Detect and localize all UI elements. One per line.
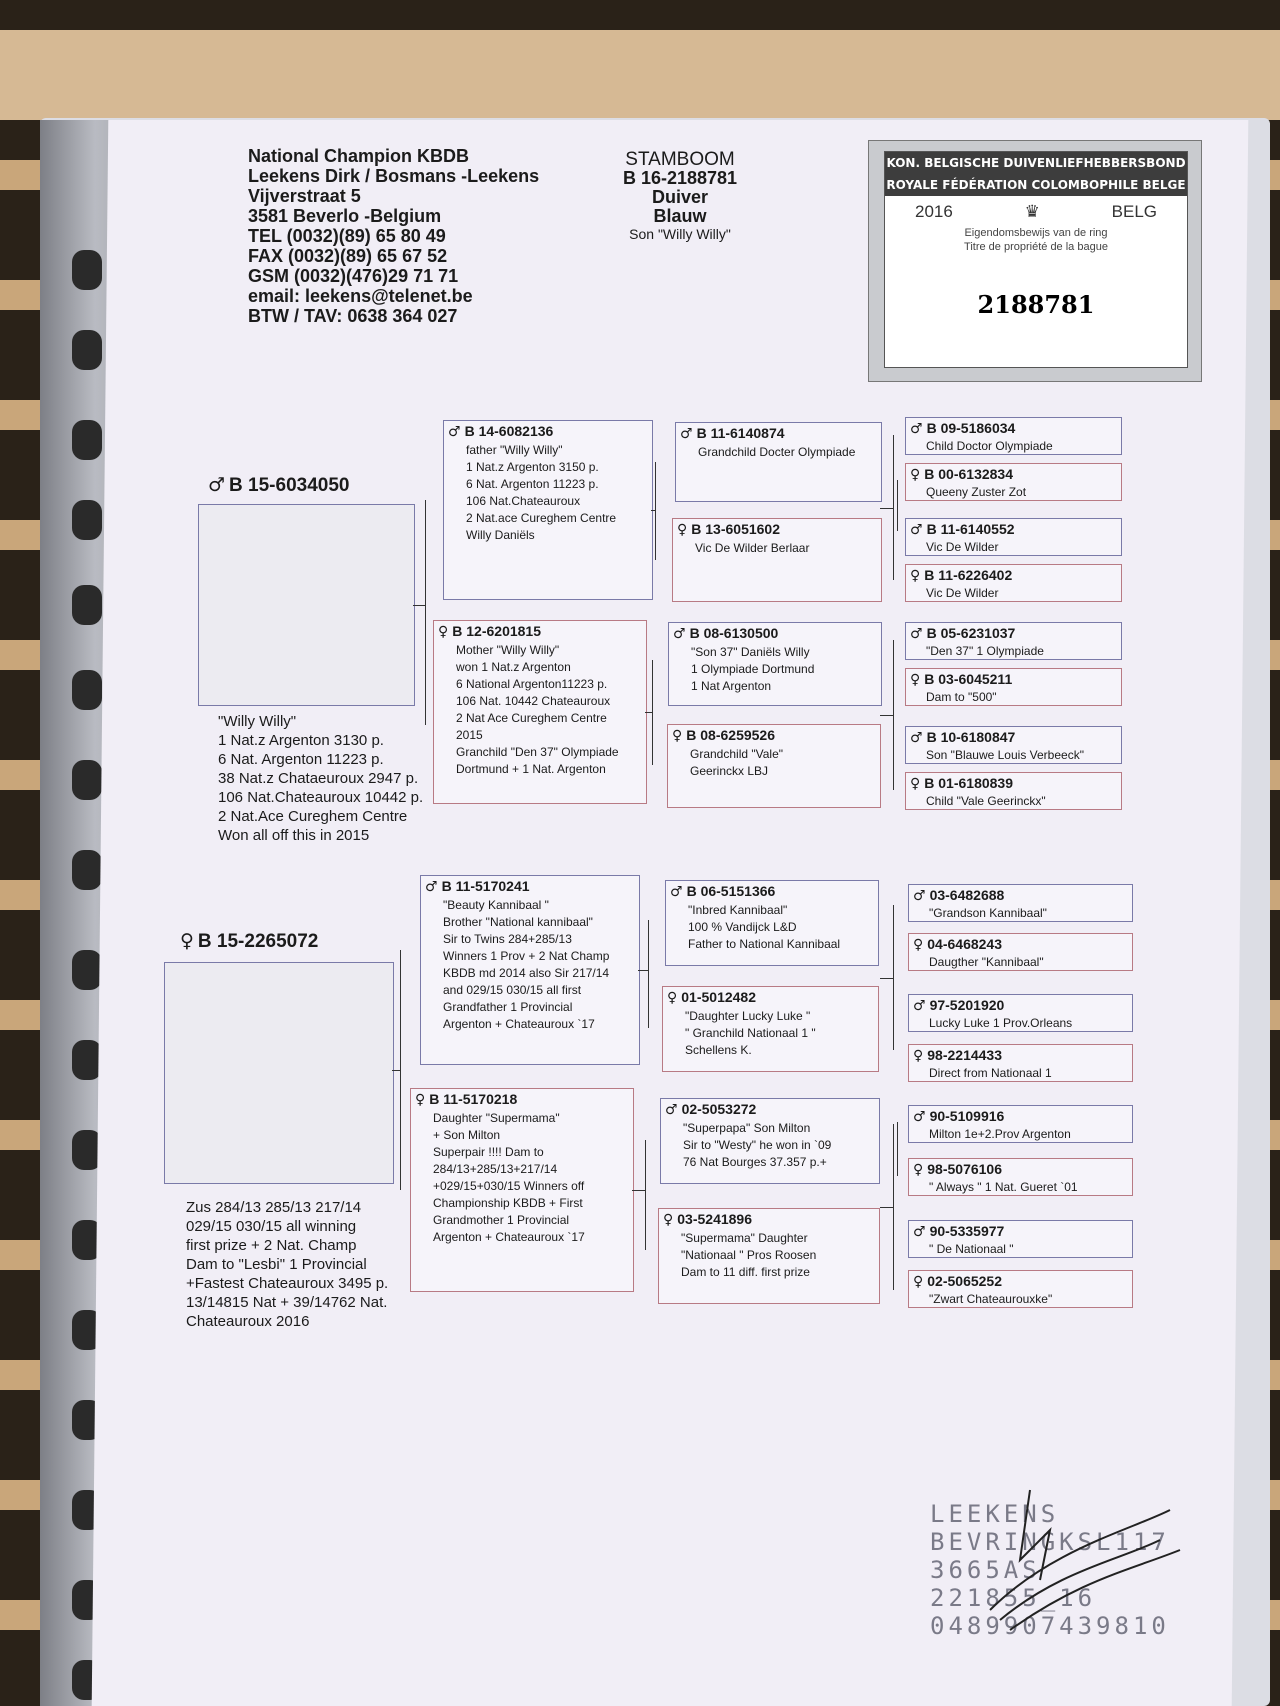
gen4-box (908, 884, 1133, 922)
gen4-info-line: Queeny Zuster Zot (926, 485, 1027, 499)
male-symbol-icon: ♂ (208, 474, 226, 496)
gen3-info-line: Schellens K. (685, 1043, 752, 1057)
gen4-ring-id: 97-5201920 (929, 997, 1005, 1013)
gen3-box (672, 518, 882, 602)
header-line: Leekens Dirk / Bosmans -Leekens (248, 166, 540, 186)
male-symbol-icon: ♂ (910, 522, 923, 538)
female-symbol-icon: ♀ (913, 1162, 924, 1178)
gen3-ring-id: B 13-6051602 (691, 521, 781, 537)
gen3-ring-id: B 08-6130500 (689, 625, 779, 641)
gen3-box (665, 880, 879, 966)
gen4-info-line: Vic De Wilder (926, 586, 999, 600)
female-symbol-icon: ♀ (415, 1092, 426, 1108)
gen4-ring-id: B 01-6180839 (924, 775, 1014, 791)
title-note: Son "Willy Willy" (629, 226, 731, 242)
sire-photo-frame (198, 504, 415, 706)
dealer-stamp (930, 1500, 1200, 1640)
gen2-info-line: Grandmother 1 Provincial (433, 1213, 570, 1227)
female-symbol-icon: ♀ (913, 1274, 924, 1290)
title-ring: B 16-2188781 (622, 168, 738, 188)
binder-hole (72, 850, 102, 890)
connector-line (400, 950, 401, 1190)
connector-line (897, 480, 898, 531)
gen3-ring-id: 01-5012482 (681, 989, 757, 1005)
gen4-info-line: Dam to "500" (926, 690, 997, 704)
gen4-info-line: "Zwart Chateaurouxke" (929, 1292, 1053, 1306)
gen3-box (658, 1208, 880, 1304)
wood-frame (0, 30, 1280, 120)
certificate-country: BELG (1111, 202, 1157, 221)
gen4-info-line: Daugther "Kannibaal" (929, 955, 1044, 969)
stamp-line: BEVRINGKSL117 (930, 1528, 1170, 1556)
crown-icon: ♛ (1024, 202, 1040, 222)
connector-line (638, 970, 648, 971)
dam-desc-line: Chateauroux 2016 (186, 1313, 310, 1330)
header-line: Vijverstraat 5 (248, 186, 361, 206)
gen4-ring-id: B 05-6231037 (926, 625, 1016, 641)
gen2-info-line: 6 National Argenton11223 p. (456, 677, 608, 691)
gen2-info-line: +029/15+030/15 Winners off (433, 1179, 585, 1193)
sire-desc-line: 1 Nat.z Argenton 3130 p. (218, 732, 384, 749)
title-heading: STAMBOOM (625, 149, 735, 170)
gen3-info-line: Father to National Kannibaal (688, 937, 841, 951)
header-line: 3581 Beverlo -Belgium (248, 206, 442, 226)
gen3-box (668, 622, 882, 706)
gen4-box (905, 726, 1122, 764)
gen2-info-line: and 029/15 030/15 all first (443, 983, 582, 997)
gen4-box (905, 772, 1122, 810)
male-symbol-icon: ♂ (665, 1102, 678, 1118)
gen4-ring-id: 90-5109916 (929, 1108, 1005, 1124)
male-symbol-icon: ♂ (670, 884, 683, 900)
federation-name-nl: KON. BELGISCHE DUIVENLIEFHEBBERSBOND (885, 152, 1187, 174)
gen4-box (908, 994, 1133, 1032)
male-symbol-icon: ♂ (910, 421, 923, 437)
gen3-info-line: Grandchild Docter Olympiade (698, 445, 856, 459)
gen3-ring-id: 02-5053272 (681, 1101, 757, 1117)
female-symbol-icon: ♀ (910, 776, 921, 792)
sire-desc-line: "Willy Willy" (218, 713, 297, 730)
sire-desc-line: Won all off this in 2015 (218, 827, 370, 844)
stamp-line: LEEKENS (930, 1500, 1060, 1528)
connector-line (645, 1140, 646, 1250)
gen2-box (443, 420, 653, 600)
sire-desc-line: 106 Nat.Chateauroux 10442 p. (218, 789, 424, 806)
gen2-box (410, 1088, 634, 1292)
gen3-info-line: Vic De Wilder Berlaar (695, 541, 810, 555)
connector-line (897, 1122, 898, 1176)
connector-line (893, 1124, 894, 1290)
gen2-ring-id: B 14-6082136 (464, 423, 554, 439)
sire-desc-line: 2 Nat.Ace Cureghem Centre (218, 808, 408, 825)
dam-description (186, 1198, 388, 1331)
gen4-info-line: " Always " 1 Nat. Gueret `01 (929, 1180, 1078, 1194)
header-line: FAX (0032)(89) 65 67 52 (248, 246, 448, 266)
sire-id: B 15-6034050 (229, 475, 350, 496)
connector-line (893, 905, 894, 1050)
gen4-box (908, 1270, 1133, 1308)
connector-line (392, 1070, 400, 1071)
dam-desc-line: first prize + 2 Nat. Champ (186, 1237, 357, 1254)
binder-hole (72, 330, 102, 370)
gen3-info-line: Geerinckx LBJ (690, 764, 769, 778)
gen2-info-line: Superpair !!!! Dam to (433, 1145, 544, 1159)
gen4-box (905, 622, 1122, 660)
sire-description (218, 712, 423, 845)
female-symbol-icon: ♀ (913, 1048, 924, 1064)
binder-hole (72, 500, 102, 540)
gen4-box (908, 1105, 1133, 1143)
gen3-info-line: "Inbred Kannibaal" (688, 903, 788, 917)
gen4-box (908, 1044, 1133, 1082)
gen4-ring-id: B 00-6132834 (924, 466, 1014, 482)
dam-photo-frame (164, 962, 394, 1184)
gen4-info-line: "Den 37" 1 Olympiade (926, 644, 1044, 658)
gen2-info-line: "Beauty Kannibaal " (443, 898, 549, 912)
gen3-info-line: "Supermama" Daughter (681, 1231, 808, 1245)
gen2-info-line: Grandfather 1 Provincial (443, 1000, 573, 1014)
gen2-info-line: 284/13+285/13+217/14 (433, 1162, 558, 1176)
connector-line (880, 1207, 893, 1208)
female-symbol-icon: ♀ (677, 522, 688, 538)
certificate-label-nl: Eigendomsbewijs van de ring (964, 227, 1108, 239)
gen2-info-line: Daughter "Supermama" (433, 1111, 560, 1125)
binder-hole (72, 250, 102, 290)
male-symbol-icon: ♂ (425, 879, 438, 895)
gen4-info-line: "Grandson Kannibaal" (929, 906, 1047, 920)
gen3-info-line: " Granchild Nationaal 1 " (685, 1026, 816, 1040)
gen4-info-line: Vic De Wilder (926, 540, 999, 554)
binder-hole (72, 760, 102, 800)
gen4-box (905, 564, 1122, 602)
gen4-box (905, 463, 1122, 501)
header-line: TEL (0032)(89) 65 80 49 (248, 226, 446, 246)
gen4-info-line: Son "Blauwe Louis Verbeeck" (926, 748, 1084, 762)
gen2-ring-id: B 11-5170241 (441, 878, 530, 894)
header-line: National Champion KBDB (248, 146, 470, 166)
female-symbol-icon: ♀ (667, 990, 678, 1006)
connector-line (413, 605, 425, 606)
gen4-box (908, 933, 1133, 971)
gen3-ring-id: B 06-5151366 (686, 883, 776, 899)
gen4-ring-id: B 11-6226402 (924, 567, 1013, 583)
connector-line (652, 660, 653, 765)
gen2-info-line: Championship KBDB + First (433, 1196, 583, 1210)
certificate-year: 2016 (915, 202, 953, 221)
male-symbol-icon: ♂ (910, 626, 923, 642)
gen2-info-line: Granchild "Den 37" Olympiade (456, 745, 619, 759)
gen3-box (675, 422, 882, 502)
header-line: GSM (0032)(476)29 71 71 (248, 266, 459, 286)
gen4-ring-id: 02-5065252 (927, 1273, 1003, 1289)
gen3-info-line: "Son 37" Daniëls Willy (691, 645, 810, 659)
gen3-info-line: "Superpapa" Son Milton (683, 1121, 811, 1135)
female-symbol-icon: ♀ (180, 930, 194, 952)
female-symbol-icon: ♀ (913, 937, 924, 953)
gen3-box (660, 1098, 880, 1184)
dam-desc-line: 13/14815 Nat + 39/14762 Nat. (186, 1294, 388, 1311)
connector-line (880, 978, 893, 979)
female-symbol-icon: ♀ (438, 624, 449, 640)
gen4-ring-id: B 09-5186034 (926, 420, 1016, 436)
sire-desc-line: 6 Nat. Argenton 11223 p. (218, 751, 384, 768)
gen4-ring-id: B 11-6140552 (926, 521, 1015, 537)
stamp-line: 3665AS 221855_16 (930, 1556, 1097, 1612)
male-symbol-icon: ♂ (910, 730, 923, 746)
ring-number: 2188781 (977, 290, 1095, 319)
gen3-info-line: 1 Olympiade Dortmund (691, 662, 815, 676)
gen3-info-line: Grandchild "Vale" (690, 747, 784, 761)
handwritten-signature (930, 1470, 1190, 1640)
gen2-info-line: 2 Nat Ace Cureghem Centre (456, 711, 607, 725)
connector-line (893, 435, 894, 580)
gen4-box (905, 518, 1122, 556)
federation-name-fr: ROYALE FÉDÉRATION COLOMBOPHILE BELGE (885, 174, 1187, 196)
dam-desc-line: Dam to "Lesbi" 1 Provincial (186, 1256, 367, 1273)
binder-hole (72, 950, 102, 990)
connector-line (880, 508, 893, 509)
ring-certificate (868, 140, 1202, 382)
gen4-info-line: Child "Vale Geerinckx" (926, 794, 1046, 808)
connector-line (880, 715, 893, 716)
gen4-box (905, 417, 1122, 455)
gen2-info-line: Winners 1 Prov + 2 Nat Champ (443, 949, 610, 963)
gen4-info-line: Lucky Luke 1 Prov.Orleans (929, 1016, 1073, 1030)
header-line: BTW / TAV: 0638 364 027 (248, 306, 458, 326)
gen2-info-line: 1 Nat.z Argenton 3150 p. (466, 460, 599, 474)
gen2-info-line: KBDB md 2014 also Sir 217/14 (443, 966, 610, 980)
gen2-info-line: 2015 (456, 728, 483, 742)
female-symbol-icon: ♀ (910, 672, 921, 688)
gen2-info-line: Brother "National kannibaal" (443, 915, 593, 929)
title-sex: Duiver (651, 187, 709, 207)
gen4-ring-id: 03-6482688 (929, 887, 1005, 903)
male-symbol-icon: ♂ (913, 1224, 926, 1240)
gen4-ring-id: 98-5076106 (927, 1161, 1003, 1177)
gen3-ring-id: B 08-6259526 (686, 727, 776, 743)
gen2-info-line: 106 Nat. 10442 Chateauroux (456, 694, 611, 708)
male-symbol-icon: ♂ (680, 426, 693, 442)
gen4-info-line: Child Doctor Olympiade (926, 439, 1053, 453)
binder-hole (72, 585, 102, 625)
gen3-info-line: 76 Nat Bourges 37.357 p.+ (683, 1155, 827, 1169)
female-symbol-icon: ♀ (910, 467, 921, 483)
gen4-info-line: " De Nationaal " (929, 1242, 1014, 1256)
sire-desc-line: 38 Nat.z Chataeuroux 2947 p. (218, 770, 419, 787)
stamp-line: 0489907439810 (930, 1612, 1170, 1640)
gen3-info-line: "Daughter Lucky Luke " (685, 1009, 811, 1023)
certificate-label-fr: Titre de propriété de la bague (964, 241, 1108, 253)
gen2-ring-id: B 12-6201815 (452, 623, 542, 639)
gen3-box (667, 724, 881, 808)
dam-id-label (180, 930, 318, 953)
gen3-info-line: 1 Nat Argenton (691, 679, 772, 693)
male-symbol-icon: ♂ (913, 998, 926, 1014)
pedigree-title (600, 150, 760, 242)
connector-line (655, 462, 656, 560)
gen2-info-line: Sir to Twins 284+285/13 (443, 932, 572, 946)
gen2-info-line: father "Willy Willy" (466, 443, 563, 457)
header-line: email: leekens@telenet.be (248, 286, 473, 306)
connector-line (893, 640, 894, 790)
gen2-info-line: 2 Nat.ace Cureghem Centre (466, 511, 617, 525)
gen2-box (420, 875, 640, 1065)
gen2-info-line: + Son Milton (433, 1128, 501, 1142)
male-symbol-icon: ♂ (448, 424, 461, 440)
gen4-ring-id: 90-5335977 (929, 1223, 1005, 1239)
gen4-box (905, 668, 1122, 706)
connector-line (632, 1190, 645, 1191)
connector-line (648, 920, 649, 1028)
sire-id-label (208, 474, 349, 497)
binder-hole (72, 420, 102, 460)
gen3-ring-id: 03-5241896 (677, 1211, 753, 1227)
gen2-ring-id: B 11-5170218 (429, 1091, 518, 1107)
dam-desc-line: +Fastest Chateauroux 3495 p. (186, 1275, 389, 1292)
gen4-ring-id: 04-6468243 (927, 936, 1003, 952)
male-symbol-icon: ♂ (913, 1109, 926, 1125)
dam-desc-line: Zus 284/13 285/13 217/14 (186, 1199, 362, 1216)
connector-line (651, 510, 655, 511)
connector-line (425, 500, 426, 725)
gen4-info-line: Direct from Nationaal 1 (929, 1066, 1052, 1080)
female-symbol-icon: ♀ (672, 728, 683, 744)
breeder-header (248, 146, 539, 326)
binder-hole (72, 670, 102, 710)
gen2-info-line: Mother "Willy Willy" (456, 643, 560, 657)
gen2-info-line: Argenton + Chateauroux `17 (433, 1230, 585, 1244)
male-symbol-icon: ♂ (673, 626, 686, 642)
gen4-box (908, 1158, 1133, 1196)
gen3-info-line: Sir to "Westy" he won in `09 (683, 1138, 832, 1152)
gen4-ring-id: B 03-6045211 (924, 671, 1013, 687)
gen3-info-line: 100 % Vandijck L&D (688, 920, 797, 934)
connector-line (645, 712, 652, 713)
dam-id: B 15-2265072 (197, 931, 319, 952)
female-symbol-icon: ♀ (910, 568, 921, 584)
gen2-info-line: won 1 Nat.z Argenton (456, 660, 571, 674)
gen4-ring-id: 98-2214433 (927, 1047, 1003, 1063)
gen2-info-line: 106 Nat.Chateauroux (466, 494, 581, 508)
gen2-box (433, 620, 647, 804)
gen2-info-line: Dortmund + 1 Nat. Argenton (456, 762, 606, 776)
gen4-ring-id: B 10-6180847 (926, 729, 1016, 745)
male-symbol-icon: ♂ (913, 888, 926, 904)
dam-desc-line: 029/15 030/15 all winning (186, 1218, 357, 1235)
gen3-info-line: "Nationaal " Pros Roosen (681, 1248, 817, 1262)
gen2-info-line: Willy Daniëls (466, 528, 535, 542)
gen2-info-line: 6 Nat. Argenton 11223 p. (466, 477, 599, 491)
female-symbol-icon: ♀ (663, 1212, 674, 1228)
gen3-info-line: Dam to 11 diff. first prize (681, 1265, 810, 1279)
gen3-ring-id: B 11-6140874 (696, 425, 785, 441)
gen4-info-line: Milton 1e+2.Prov Argenton (929, 1127, 1071, 1141)
gen2-info-line: Argenton + Chateauroux `17 (443, 1017, 595, 1031)
title-color: Blauw (653, 206, 707, 226)
gen4-box (908, 1220, 1133, 1258)
gen3-box (662, 986, 879, 1072)
